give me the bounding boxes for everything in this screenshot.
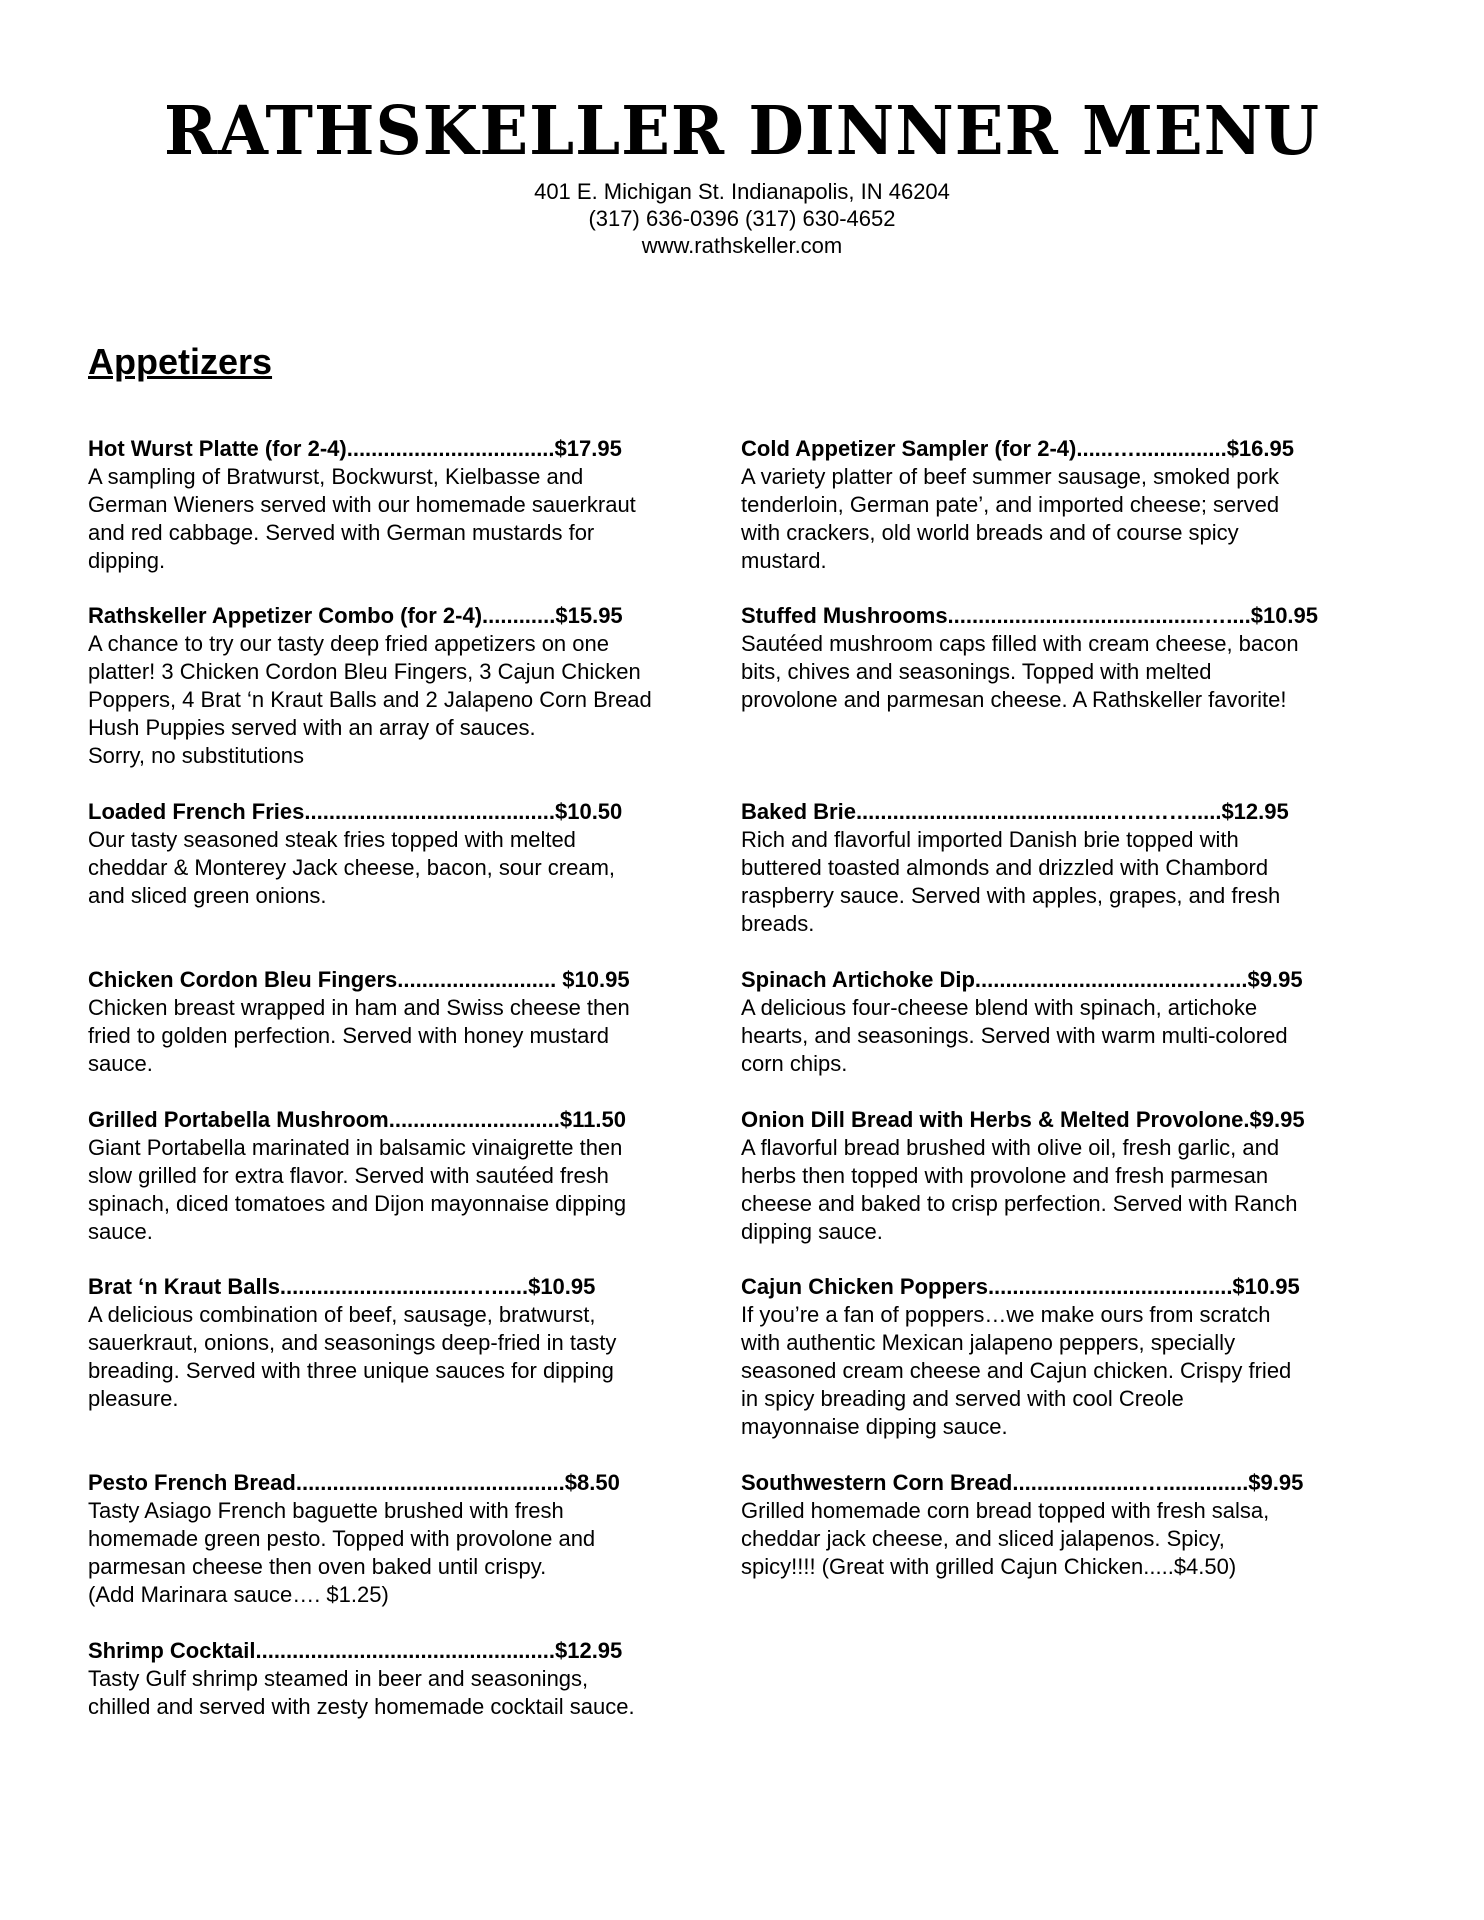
menu-item	[741, 966, 1366, 1078]
item-description: A flavorful bread brushed with olive oil, fresh garlic, and herbs then topped with provolone and fresh parmesan cheese and baked to crisp perfection. Served with Ranch dipping sauce.	[741, 1135, 1298, 1244]
menu-item	[88, 798, 713, 910]
phone-numbers: (317) 636-0396 (317) 630-4652	[588, 206, 896, 231]
item-name-price: Baked Brie..........................................…..…….....$12.95	[741, 799, 1289, 824]
item-name-price: Loaded French Fries.........................................$10.50	[88, 799, 623, 824]
menu-item	[741, 602, 1366, 714]
item-name-price: Onion Dill Bread with Herbs & Melted Provolone.$9.95	[741, 1107, 1305, 1132]
menu-item	[741, 1106, 1366, 1246]
item-description: A delicious combination of beef, sausage, bratwurst, sauerkraut, onions, and seasonings deep-fried in tasty breading. Served with three unique sauces for dipping pleasure.	[88, 1302, 617, 1411]
item-name-price: Brat ‘n Kraut Balls...............................…......$10.95	[88, 1274, 596, 1299]
item-name-price: Grilled Portabella Mushroom............................$11.50	[88, 1107, 626, 1132]
item-name-price: Cold Appetizer Sampler (for 2-4)......…...............$16.95	[741, 436, 1294, 461]
menu-item	[88, 1469, 713, 1609]
menu-title: RATHSKELLER DINNER MENU	[164, 92, 1320, 171]
item-description: Rich and flavorful imported Danish brie topped with buttered toasted almonds and drizzled with Chambord raspberry sauce. Served with apples, grapes, and fresh breads.	[741, 827, 1281, 936]
section-heading-appetizers: Appetizers	[88, 341, 273, 382]
item-description: Sautéed mushroom caps filled with cream cheese, bacon bits, chives and seasonings. Topped with melted provolone and parmesan cheese. A Rathskeller favorite!	[741, 631, 1299, 712]
address: 401 E. Michigan St. Indianapolis, IN 46204	[534, 179, 950, 204]
item-description: Our tasty seasoned steak fries topped with melted cheddar & Monterey Jack cheese, bacon, sour cream, and sliced green onions.	[88, 827, 616, 908]
item-name-price: Spinach Artichoke Dip.....................................…....$9.95	[741, 967, 1303, 992]
item-description: Tasty Gulf shrimp steamed in beer and seasonings, chilled and served with zesty homemade cocktail sauce.	[88, 1666, 635, 1719]
contact-block	[0, 178, 1484, 259]
item-name-price: Southwestern Corn Bread.....................…..............$9.95	[741, 1470, 1304, 1495]
item-name-price: Stuffed Mushrooms..........................................…....$10.95	[741, 603, 1319, 628]
menu-item	[88, 1106, 713, 1246]
item-description: Chicken breast wrapped in ham and Swiss cheese then fried to golden perfection. Served with honey mustard sauce.	[88, 995, 630, 1076]
menu-item	[741, 798, 1366, 938]
item-name-price: Shrimp Cocktail.................................................$12.95	[88, 1638, 623, 1663]
item-name-price: Cajun Chicken Poppers........................................$10.95	[741, 1274, 1300, 1299]
menu-item	[741, 1273, 1366, 1441]
menu-item	[741, 1469, 1366, 1581]
item-description: A sampling of Bratwurst, Bockwurst, Kielbasse and German Wieners served with our homemade sauerkraut and red cabbage. Served with German mustards for dipping.	[88, 464, 636, 573]
item-description: If you’re a fan of poppers…we make ours from scratch with authentic Mexican jalapeno peppers, specially seasoned cream cheese and Cajun chicken. Crispy fried in spicy breading and served with cool Creole mayonnaise dipping sauce.	[741, 1302, 1292, 1439]
item-name-price: Chicken Cordon Bleu Fingers.......................... $10.95	[88, 967, 630, 992]
menu-item	[88, 602, 713, 770]
item-description: A chance to try our tasty deep fried appetizers on one platter! 3 Chicken Cordon Bleu Fingers, 3 Cajun Chicken Poppers, 4 Brat ‘n Kraut Balls and 2 Jalapeno Corn Bread Hush Puppies served with an array of sauces. Sorry, no substitutions	[88, 631, 652, 768]
menu-item	[741, 435, 1366, 575]
menu-item	[88, 966, 713, 1078]
item-name-price: Rathskeller Appetizer Combo (for 2-4)............$15.95	[88, 603, 623, 628]
menu-item	[88, 435, 713, 575]
item-description: Tasty Asiago French baguette brushed with fresh homemade green pesto. Topped with provolone and parmesan cheese then oven baked until crispy. (Add Marinara sauce…. $1.25)	[88, 1498, 596, 1607]
item-name-price: Pesto French Bread............................................$8.50	[88, 1470, 620, 1495]
item-description: Grilled homemade corn bread topped with fresh salsa, cheddar jack cheese, and sliced jalapenos. Spicy, spicy!!!! (Great with grilled Cajun Chicken.....$4.50)	[741, 1498, 1270, 1579]
item-description: A variety platter of beef summer sausage, smoked pork tenderloin, German pate’, and imported cheese; served with crackers, old world breads and of course spicy mustard.	[741, 464, 1280, 573]
item-name-price: Hot Wurst Platte (for 2-4)..................................$17.95	[88, 436, 622, 461]
menu-item	[88, 1273, 713, 1413]
item-description: Giant Portabella marinated in balsamic vinaigrette then slow grilled for extra flavor. Served with sautéed fresh spinach, diced tomatoes and Dijon mayonnaise dipping sauce.	[88, 1135, 627, 1244]
item-description: A delicious four-cheese blend with spinach, artichoke hearts, and seasonings. Served with warm multi-colored corn chips.	[741, 995, 1288, 1076]
website: www.rathskeller.com	[641, 233, 843, 258]
menu-item	[88, 1637, 713, 1721]
